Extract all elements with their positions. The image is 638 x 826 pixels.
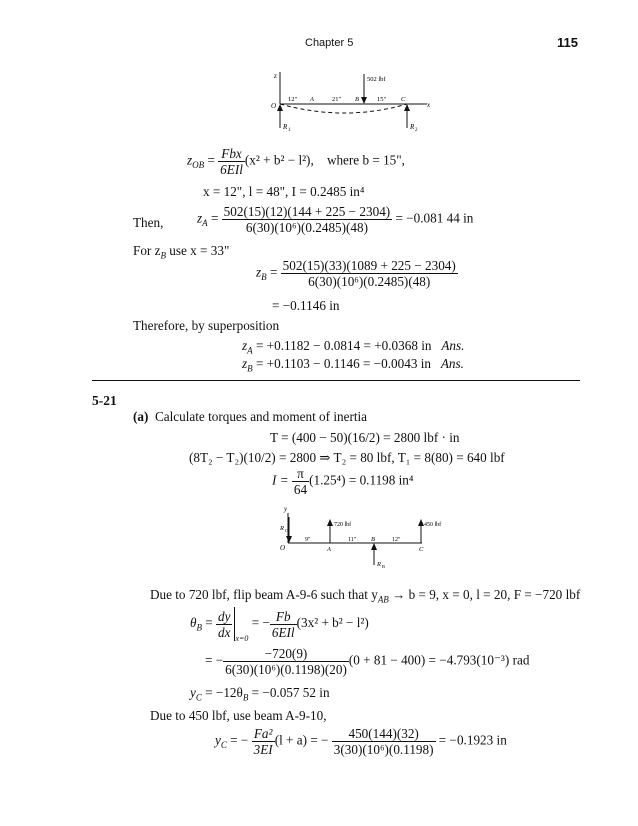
y-axis-label: y <box>284 505 288 513</box>
dim-oa-2: 9" <box>305 537 311 543</box>
dim-bc-2: 12" <box>392 537 401 543</box>
due-450-text: Due to 450 lbf, use beam A-9-10, <box>150 708 327 723</box>
beam-figure-2 <box>275 503 475 573</box>
page-number: 115 <box>557 35 578 50</box>
dim-oa: 12" <box>288 96 298 103</box>
r1-label: 1 <box>288 128 291 133</box>
load-label: 502 lbf <box>367 76 386 83</box>
za-superposition: $z_A = +0.1182 - 0.0814 = +0.0368$ in Ans. <box>242 338 465 356</box>
origin-label: O <box>271 102 277 110</box>
torque-equation: T = (400 − 50)(16/2) = 2800 lbf · in <box>270 430 460 445</box>
due-720-text: Due to 720 lbf, flip beam A-9-6 such that $y_{AB} \to b = 9$, x = 0, l = 20, F = −720 lbf <box>150 587 581 605</box>
z-axis-label: z <box>274 72 277 80</box>
for-zb-text: For $z_B$ use x = 33" <box>133 243 230 261</box>
section-number: 5-21 <box>92 393 117 408</box>
point-a-2: A <box>327 546 331 553</box>
zob-equation: $z_{OB}$ = $\frac{\text{Fbx}}{\text{6EIl}}$ (x² + b² − l²), where b = 15", <box>187 146 405 177</box>
t2-equation: (8T₂ − T₂)(10/2) = 2800 ⇒ T₂ = 80 lbf, T₁ = 8(80) = 640 lbf <box>189 450 505 465</box>
yc-450-equation: $y_C$ = − $\frac{\text{Fa²}}{3EI}$ (l + a) = − $\frac{450(144)(32)}{\text{3(30)(10⁶)(0.1198)}}$ = −0.1923 in <box>215 726 507 757</box>
point-b-2: B <box>371 536 375 543</box>
zb-equation: $z_B$ = $\frac{502(15)(33)(1089 + 225 - 2304)}{\text{6(30)(10⁶)(0.2485)(48)}}$ <box>256 258 456 289</box>
rb-label: B <box>382 564 386 569</box>
svg-text:R: R <box>410 123 415 131</box>
point-a: A <box>310 96 314 103</box>
then-label: Then, <box>133 215 164 230</box>
point-b: B <box>355 96 359 103</box>
za-equation: $z_A$ = $\frac{502(15)(12)(144 + 225 - 2304)}{\text{6(30)(10⁶)(0.2485)(48)}}$ = −0.081 44 in <box>197 204 474 235</box>
theta-b-numeric: = − $\frac{-720(9)}{\text{6(30)(10⁶)(0.1198)(20)}}$ (0 + 81 − 400) = −4.793(10⁻³) rad <box>205 646 530 677</box>
point-c: C <box>401 96 406 103</box>
yc-from-theta: $y_C = -12\theta_B = -0.057$ 52 in <box>190 685 330 703</box>
superposition-text: Therefore, by superposition <box>133 318 280 333</box>
beam-figure-1 <box>255 66 445 138</box>
point-c-2: C <box>419 546 424 553</box>
svg-text:R: R <box>283 123 288 131</box>
theta-b-equation: $\theta_B$ = $\frac{dy}{dx}$ $_{x=0}$ = − $\frac{Fb}{\text{6EIl}}$ (3x² + b² − l²) <box>190 608 369 644</box>
dim-ab: 21" <box>332 96 342 103</box>
dim-bc: 15" <box>377 96 387 103</box>
r2-label: 2 <box>415 128 418 133</box>
load-450-label: 450 lbf <box>424 522 442 528</box>
section-divider <box>92 380 580 381</box>
load-720-label: 720 lbf <box>334 522 352 528</box>
ro-label: O <box>285 528 289 533</box>
svg-text:R: R <box>377 561 381 568</box>
x-axis-label: x <box>427 101 431 109</box>
zb-result: = −0.1146 in <box>272 298 340 313</box>
zb-superposition: $z_B = +0.1103 - 0.1146 = -0.0043$ in Ans. <box>242 356 464 374</box>
svg-text:R: R <box>280 525 284 532</box>
inertia-equation: I = $\frac{\pi}{64}$ (1.25⁴) = 0.1198 in⁴ <box>272 466 414 497</box>
dim-ab-2: 11" <box>348 537 357 543</box>
origin-label-2: O <box>280 544 286 552</box>
chapter-title: Chapter 5 <box>305 37 354 49</box>
part-a-heading: (a) Calculate torques and moment of inertia <box>133 409 368 424</box>
given-values: x = 12", l = 48", I = 0.2485 in⁴ <box>203 184 365 199</box>
